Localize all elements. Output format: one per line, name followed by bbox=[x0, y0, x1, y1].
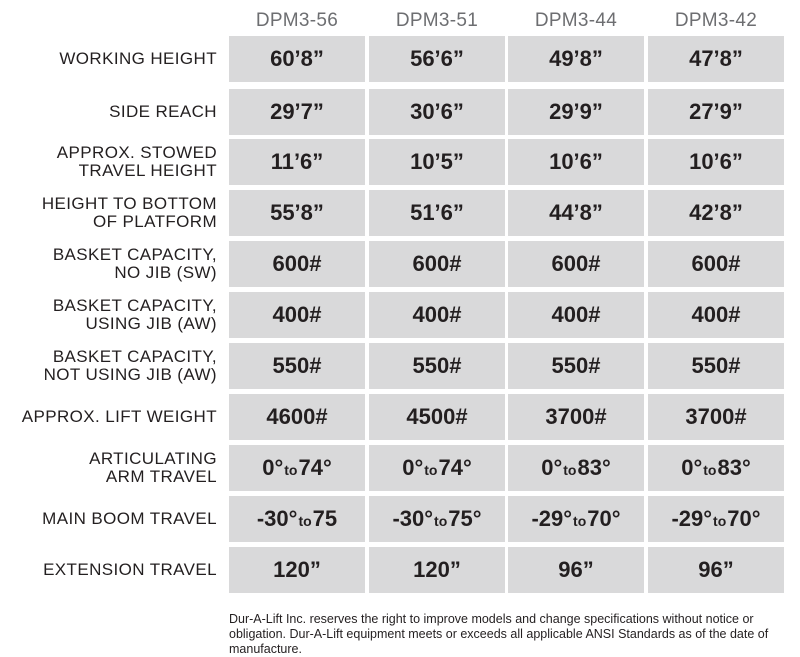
spec-cell bbox=[508, 496, 644, 542]
row-label-line: TRAVEL HEIGHT bbox=[78, 161, 217, 180]
spec-cell: 27’9” bbox=[648, 89, 784, 135]
row-label bbox=[0, 241, 217, 287]
spec-cell: 4500# bbox=[369, 394, 505, 440]
spec-cell: 10’6” bbox=[648, 139, 784, 185]
spec-cell: 550# bbox=[229, 343, 365, 389]
range-from: 0° bbox=[681, 455, 703, 480]
spec-cell: 56’6” bbox=[369, 36, 505, 82]
spec-cell: 29’9” bbox=[508, 89, 644, 135]
range-from: -30° bbox=[392, 506, 434, 531]
spec-cell: 550# bbox=[369, 343, 505, 389]
spec-cell: 400# bbox=[229, 292, 365, 338]
spec-cell: 600# bbox=[229, 241, 365, 287]
row-label-line: EXTENSION TRAVEL bbox=[43, 560, 217, 579]
spec-cell bbox=[648, 445, 784, 491]
spec-cell: 96” bbox=[648, 547, 784, 593]
row-label-line: ARTICULATING bbox=[89, 449, 217, 468]
spec-cell: 55’8” bbox=[229, 190, 365, 236]
spec-cell bbox=[369, 445, 505, 491]
range-from: 0° bbox=[541, 455, 563, 480]
spec-cell: 96” bbox=[508, 547, 644, 593]
row-label-line: USING JIB (AW) bbox=[85, 314, 217, 333]
disclaimer: Dur-A-Lift Inc. reserves the right to improve models and change specifications without notice or obligation. Dur-A-Lift equipment meets or exceeds all applicable ANSI Standards as of the date of manufacture. bbox=[229, 611, 769, 656]
row-label bbox=[0, 139, 217, 185]
spec-cell: 51’6” bbox=[369, 190, 505, 236]
spec-cell: 10’5” bbox=[369, 139, 505, 185]
range-to-word: to bbox=[298, 513, 312, 529]
spec-cell bbox=[648, 496, 784, 542]
range-to: 74° bbox=[438, 455, 472, 480]
spec-cell: 3700# bbox=[648, 394, 784, 440]
spec-cell: 47’8” bbox=[648, 36, 784, 82]
spec-cell bbox=[369, 496, 505, 542]
row-label-line: HEIGHT TO BOTTOM bbox=[41, 194, 217, 213]
range-to-word: to bbox=[284, 462, 298, 478]
spec-cell: 3700# bbox=[508, 394, 644, 440]
row-label-line: BASKET CAPACITY, bbox=[52, 245, 217, 264]
row-label-line: BASKET CAPACITY, bbox=[52, 296, 217, 315]
row-label-line: ARM TRAVEL bbox=[105, 467, 217, 486]
row-label bbox=[0, 547, 217, 593]
row-label bbox=[0, 36, 217, 82]
spec-cell: 29’7” bbox=[229, 89, 365, 135]
range-from: -30° bbox=[256, 506, 298, 531]
range-from: 0° bbox=[262, 455, 284, 480]
range-from: 0° bbox=[402, 455, 424, 480]
row-label-line: BASKET CAPACITY, bbox=[52, 347, 217, 366]
row-label-line: MAIN BOOM TRAVEL bbox=[42, 509, 217, 528]
row-label-line: SIDE REACH bbox=[109, 102, 217, 121]
row-label bbox=[0, 190, 217, 236]
row-label-line: WORKING HEIGHT bbox=[59, 49, 217, 68]
range-to: 75° bbox=[448, 506, 482, 531]
range-from: -29° bbox=[671, 506, 713, 531]
spec-cell: 4600# bbox=[229, 394, 365, 440]
spec-cell: 120” bbox=[229, 547, 365, 593]
range-to: 70° bbox=[587, 506, 621, 531]
range-to-word: to bbox=[573, 513, 587, 529]
spec-cell: 49’8” bbox=[508, 36, 644, 82]
spec-cell bbox=[229, 445, 365, 491]
row-label-line: APPROX. LIFT WEIGHT bbox=[21, 407, 217, 426]
spec-cell: 42’8” bbox=[648, 190, 784, 236]
model-header: DPM3-42 bbox=[674, 10, 758, 31]
spec-cell: 400# bbox=[648, 292, 784, 338]
spec-cell: 10’6” bbox=[508, 139, 644, 185]
row-label bbox=[0, 343, 217, 389]
row-label bbox=[0, 445, 217, 491]
model-header: DPM3-51 bbox=[395, 10, 479, 31]
row-label bbox=[0, 496, 217, 542]
model-header: DPM3-44 bbox=[534, 10, 618, 31]
row-label-line: NOT USING JIB (AW) bbox=[43, 365, 217, 384]
row-label-line: NO JIB (SW) bbox=[114, 263, 217, 282]
spec-cell: 30’6” bbox=[369, 89, 505, 135]
range-to: 83° bbox=[577, 455, 611, 480]
range-from: -29° bbox=[531, 506, 573, 531]
spec-cell: 600# bbox=[508, 241, 644, 287]
range-to: 75 bbox=[312, 506, 338, 531]
range-to: 70° bbox=[727, 506, 761, 531]
spec-cell: 60’8” bbox=[229, 36, 365, 82]
spec-cell bbox=[229, 496, 365, 542]
row-label bbox=[0, 394, 217, 440]
range-to: 74° bbox=[298, 455, 332, 480]
model-header: DPM3-56 bbox=[255, 10, 339, 31]
range-to-word: to bbox=[713, 513, 727, 529]
row-label-line: APPROX. STOWED bbox=[56, 143, 217, 162]
spec-cell: 550# bbox=[508, 343, 644, 389]
row-label bbox=[0, 292, 217, 338]
spec-cell: 120” bbox=[369, 547, 505, 593]
row-label-line: OF PLATFORM bbox=[92, 212, 217, 231]
row-label bbox=[0, 89, 217, 135]
spec-cell bbox=[508, 445, 644, 491]
range-to-word: to bbox=[563, 462, 577, 478]
spec-cell: 11’6” bbox=[229, 139, 365, 185]
spec-cell: 600# bbox=[369, 241, 505, 287]
spec-cell: 400# bbox=[508, 292, 644, 338]
spec-cell: 400# bbox=[369, 292, 505, 338]
spec-cell: 600# bbox=[648, 241, 784, 287]
range-to-word: to bbox=[434, 513, 448, 529]
spec-cell: 44’8” bbox=[508, 190, 644, 236]
spec-cell: 550# bbox=[648, 343, 784, 389]
range-to-word: to bbox=[424, 462, 438, 478]
range-to: 83° bbox=[717, 455, 751, 480]
range-to-word: to bbox=[703, 462, 717, 478]
